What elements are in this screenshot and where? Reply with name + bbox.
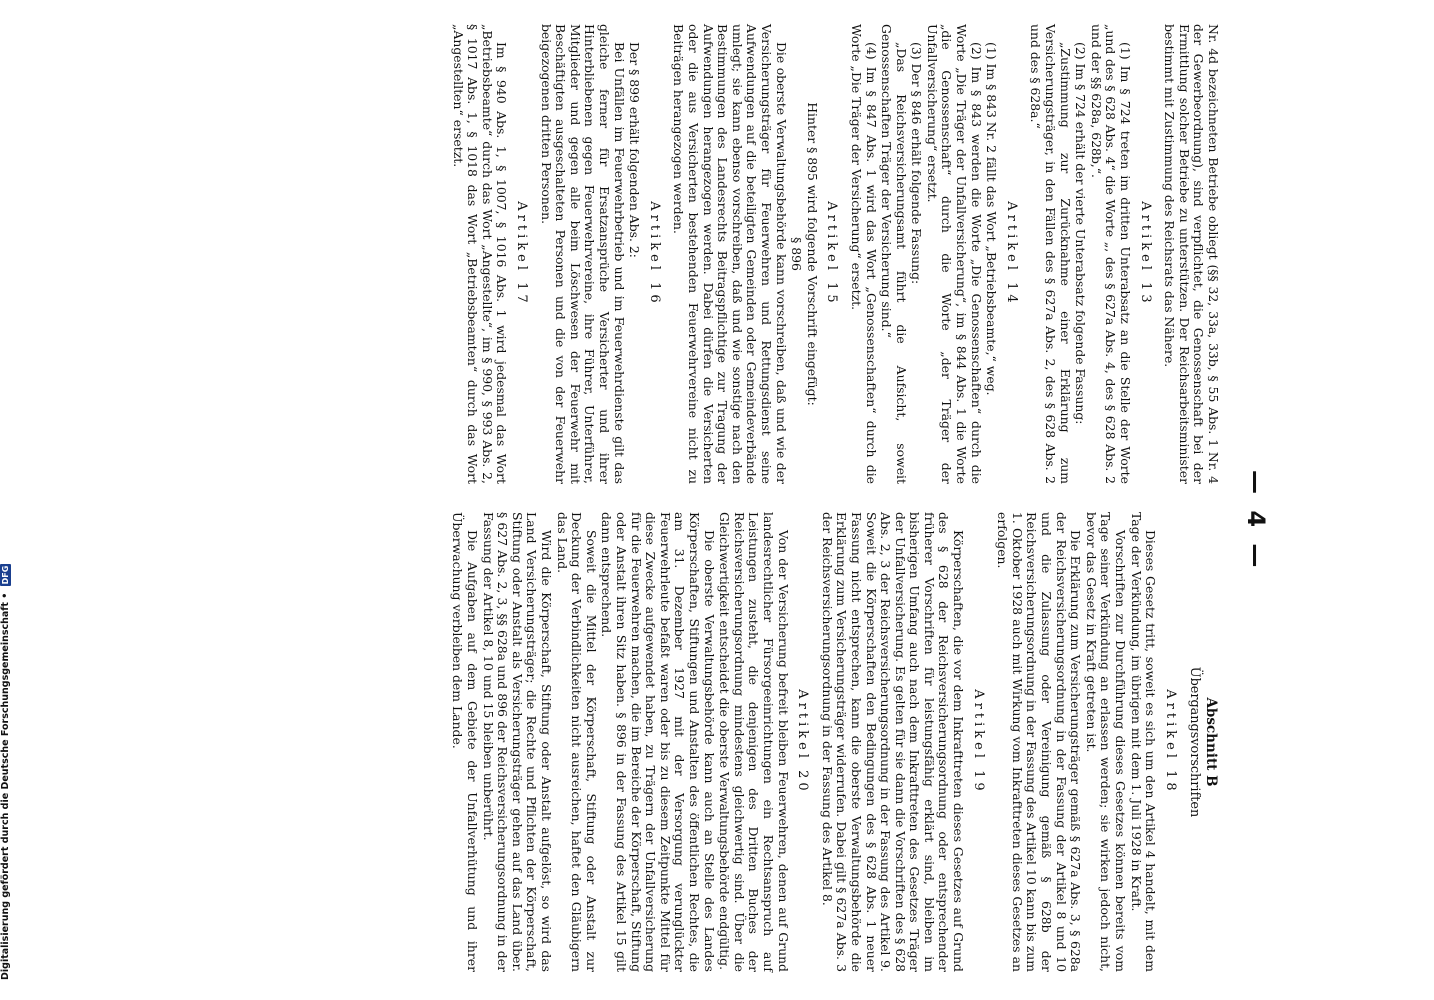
paragraph: Dieses Gesetz tritt, soweit es sich um den Artikel 4 handelt, mit dem Tage der Verkündung, im übrigen mit dem 1. Juli 1928 in Kraft. [1128,512,1159,972]
footer-credit [0,564,11,980]
section-subtitle: Übergangsvorschriften [1187,666,1203,818]
article-heading: Artikel 15 [824,201,840,307]
paragraph: Vorschriften zur Durchführung dieses Gesetzes können bereits vom Tage seiner Verkündung an erlassen werden; sie wirken jedoch nicht, bevor das Gesetz in Kraft getreten ist. [1083,512,1129,972]
paragraph: Die Aufgaben auf dem Gebiete der Unfallverhütung und ihrer Überwachung verbleiben dem Lande. [450,512,481,972]
right-column [450,512,1220,972]
page-number: — 4 — [1242,470,1270,572]
article-heading: Artikel 20 [795,689,811,795]
footer [0,0,14,1000]
paragraph: Bei Unfällen im Feuerwehrbetrieb und im Feuerwehrdienste gilt das gleiche ferner für Ersatzansprüche Versicherter und ihrer Hinterbliebenen gegen Feuerwehrvereine, ihre Führer, Unterführer, Mitglieder und gegen alle beim Löschwesen der Feuerwehr mit Beschäftigten ausgeschalteten Personen und die von der Feuerwehr beigezogenen dritten Personen. [538,24,627,484]
article-heading: Artikel 16 [646,201,662,307]
paragraph: (1) Im § 724 treten im dritten Unterabsatz an die Stelle der Worte „und des § 628 Abs. 4“ die Worte „, des § 627a Abs. 4, des § 628 Abs. 2 und der §§ 628a, 628b,“. [1088,24,1134,484]
article-heading: Artikel 14 [1003,201,1019,307]
paragraph: (1) Im § 843 Nr. 2 fällt das Wort „Betriebsbeamte,“ weg. [984,42,1000,396]
left-column [450,24,1220,484]
paragraph: Die oberste Verwaltungsbehörde kann auch an Stelle des Landes Körperschaften, Stiftungen und Anstalten des öffentlichen Rechtes, die am 31. Dezember 1927 mit der Versorgung verunglückter Feuerwehrleute befaßt waren oder bis zu diesem Zeitpunkte Mittel für diese Zwecke aufgewendet haben, zu Trägern der Unfallversicherung für die Feuerwehren machen, die im Bereiche der Körperschaft, Stiftung oder Anstalt ihren Sitz haben. § 896 in der Fassung des Artikel 15 gilt dann entsprechend. [599,512,717,972]
paragraph: Im § 940 Abs. 1, § 1007, § 1016 Abs. 1 wird jedesmal das Wort „Betriebsbeamte“ durch das Wort „Angestellte“, im § 990, § 993 Abs. 2, § 1017 Abs. 1, § 1018 das Wort „Betriebsbeamten“ durch das Wort „Angestellten“ ersetzt. [450,24,510,484]
article-heading: Artikel 17 [514,201,530,307]
paragraph: Der § 899 erhält folgenden Abs. 2: [627,42,643,258]
paragraph: Nr. 4d bezeichneten Betriebe obliegt (§§ 32, 33a, 33b, § 55 Abs. 1 Nr. 4 der Gewerbeordnung), sind verpflichtet, die Genossenschaft bei der Ermittlung solcher Betriebe zu unterstützen. Der Reichsarbeitsminister bestimmt mit Zustimmung des Reichsrats das Nähere. [1162,24,1221,484]
footer-credit-text: Digitalisierung gefördert durch die Deutsche Forschungsgemeinschaft • [0,592,11,980]
paragraph: Von der Versicherung befreit bleiben Feuerwehren, denen auf Grund landesrechtlicher Fürsorgeeinrichtungen ein Rechtsanspruch auf Leistungen zusteht, die denjenigen des Dritten Buches der Reichsversicherungsordnung mindestens gleichwertig sind. Über die Gleichwertigkeit entscheidet die oberste Verwaltungsbehörde endgültig. [717,512,791,972]
paragraph: Körperschaften, die vor dem Inkrafttreten dieses Gesetzes auf Grund des § 628 der Reichsversicherungsordnung oder entsprechender früherer Vorschriften für leistungsfähig erklärt sind, bleiben im bisherigen Umfang auch nach dem Inkrafttreten des Gesetzes Träger der Unfallversicherung. Es gelten für sie dann die Vorschriften des § 628 Abs. 2, 3 der Reichsversicherungsordnung in der Fassung des Artikel 9. Soweit die Körperschaften den Bedingungen des § 628 Abs. 1 neuer Fassung nicht entsprechen, kann die oberste Verwaltungsbehörde die Erklärung zum Versicherungsträger widerrufen. Dabei gilt § 627a Abs. 3 der Reichsversicherungsordnung in der Fassung des Artikel 8. [819,512,967,972]
paragraph: Die oberste Verwaltungsbehörde kann vorschreiben, daß und wie der Versicherungsträger für Feuerwehren und Rettungsdienst seine Aufwendungen auf die beteiligten Gemeinden oder Gemeindeverbände umlegt; sie kann ebenso vorschreiben, daß und wie sonstige nach den Bestimmungen des Landesrechts Beitragspflichtige zur Tragung der Aufwendungen herangezogen werden. Dabei dürfen die Versicherten oder die aus Versicherten bestehenden Feuerwehrvereine nicht zu Beiträgen herangezogen werden. [671,24,789,484]
paragraph: (3) Der § 846 erhält folgende Fassung: [909,42,925,285]
paragraph: „Zustimmung zur Zurücknahme einer Erklärung zum Versicherungsträger, in den Fällen des § 627a Abs. 2, des § 628 Abs. 2 und des § 628a.“ [1028,24,1073,484]
paragraph: Wird die Körperschaft, Stiftung oder Anstalt aufgelöst, so wird das Land Versicherungsträger; die Rechte und Pflichten der Körperschaft, Stiftung oder Anstalt als Versicherungsträger gehen auf das Land über. § 627 Abs. 2, 3, §§ 628a und 896 der Reichsversicherungsordnung in der Fassung der Artikel 8, 10 und 15 bleiben unberührt. [480,512,555,972]
paragraph: „Das Reichsversicherungsamt führt die Aufsicht, soweit Genossenschaften Träger der Versicherung sind.“ [879,24,909,484]
article-heading: Artikel 18 [1162,689,1178,795]
article-heading: Artikel 13 [1137,201,1153,307]
section-number: § 896 [789,237,805,271]
paragraph: Soweit die Mittel der Körperschaft, Stiftung oder Anstalt zur Deckung der Verbindlichkeiten nicht ausreichen, haftet den Gläubigern das Land. [554,512,599,972]
document-page [150,0,1290,1000]
paragraph: (2) Im § 843 werden die Worte „Die Genossenschaften“ durch die Worte „Die Träger der Unfallversicherung“, im § 844 Abs. 1 die Worte „die Genossenschaft“ durch die Worte „der Träger der Unfallversicherung“ ersetzt. [924,24,984,484]
article-heading: Artikel 19 [970,689,986,795]
paragraph: Die Erklärung zum Versicherungsträger gemäß § 627a Abs. 3, § 628a der Reichsversicherungsordnung in der Fassung der Artikel 8 und 10 und die Zulassung oder Vereinigung gemäß § 628b der Reichsversicherungsordnung in der Fassung des Artikel 10 kann bis zum 1. Oktober 1928 auch mit Wirkung vom Inkrafttreten dieses Gesetzes an erfolgen. [995,512,1084,972]
section-title: Abschnitt B [1203,697,1219,787]
dfg-logo: DFG [1,565,10,585]
paragraph: Hinter § 895 wird folgende Vorschrift eingefügt: [804,102,820,406]
paragraph: (2) Im § 724 erhält der vierte Unterabsatz folgende Fassung: [1073,42,1089,425]
paragraph: (4) Im § 847 Abs. 1 wird das Wort „Genossenschaften“ durch die Worte „Die Träger der Versicherung“ ersetzt. [848,24,879,484]
